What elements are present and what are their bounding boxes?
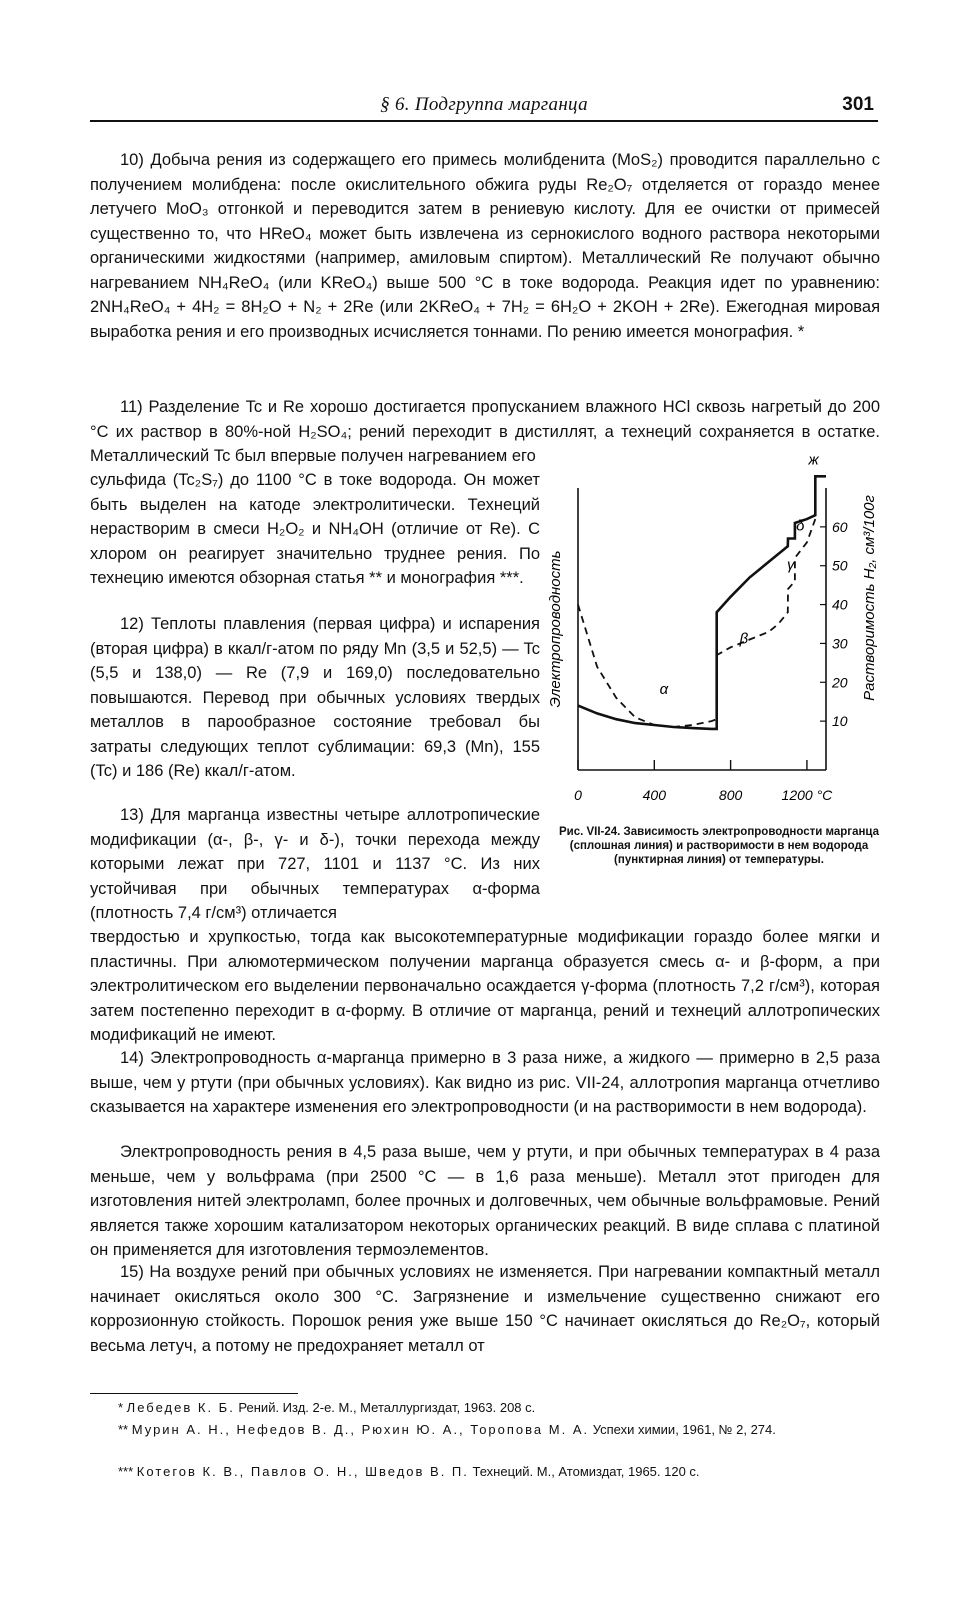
- y-right-tick-label: 60: [832, 518, 848, 535]
- note-13-side: 13) Для марганца известны четыре аллотропические модификации (α-, β-, γ- и δ-), точки перехода между которыми лежат при 727, 1101 и 1137 °C. Из них устойчивая при обычных температурах α-форма (плотность 7,4 г/см³) отличается: [90, 806, 540, 922]
- y-left-axis-title: Электропроводность: [547, 550, 564, 708]
- x-tick-label: 800: [718, 787, 743, 803]
- note-12: 12) Теплоты плавления (первая цифра) и испарения (вторая цифра) в ккал/г-атом по ряду Mn (3,5 и 52,5) — Tc (5,5 и 138,0) — Re (7,9 и 169,0) последовательно повышаются. Перевод при обычных условиях твердых металлов в парообразное состояние требовал бы затраты следующих теплот сублимации: 69,3 (Mn), 155 (Tc) и 186 (Re) ккал/г-атом.: [90, 615, 540, 780]
- footnote-1-text: Рений. Изд. 2-е. М., Металлургиздат, 1963. 208 с.: [234, 1400, 536, 1415]
- y-right-axis-title: Растворимость H₂, см³/100г: [861, 495, 878, 701]
- footnote-3-author: Котегов К. В., Павлов О. Н., Шведов В. П.: [136, 1464, 469, 1479]
- phase-label: α: [659, 680, 669, 698]
- footnote-1-author: Лебедев К. Б.: [126, 1400, 235, 1415]
- footnote-rule: [90, 1393, 298, 1394]
- y-right-tick-label: 50: [832, 557, 848, 574]
- phase-label: β: [739, 630, 749, 648]
- x-tick-label: 400: [642, 787, 666, 803]
- figure-vii-24: [534, 451, 890, 810]
- hydrogen-solubility-line: [578, 519, 815, 727]
- footnote-3-text: Технеций. М., Атомиздат, 1965. 120 с.: [468, 1464, 700, 1479]
- footnote-2-text: Успехи химии, 1961, № 2, 274.: [589, 1422, 776, 1437]
- running-header: [90, 94, 878, 122]
- page-number: 301: [842, 94, 874, 115]
- note-13-full: твердостью и хрупкостью, тогда как высокотемпературные модификации гораздо более мягки и пластичны. При алюмотермическом получении марганца образуется смесь α- и β-форм, а при электролитическом его выделении первоначально осаждается γ-форма (плотность 7,2 г/см³), которая затем постепенно переходит в α-форму. В отличие от марганца, рений и технеций аллотропических модификаций не имеют.: [90, 928, 880, 1044]
- x-tick-label: 1200 °C: [781, 787, 833, 803]
- y-right-tick-label: 40: [832, 596, 848, 613]
- note-15: 15) На воздухе рений при обычных условиях не изменяется. При нагревании компактный металл начинает окисляться около 300 °C. Загрязнение и измельчение существенно снижают его коррозионную стойкость. Порошок рения уже выше 150 °C начинает окисляться до Re₂O₇, который весьма летуч, а потому не предохраняет металл от: [90, 1263, 880, 1355]
- chart-svg: [534, 451, 890, 810]
- footnote-2-author: Мурин А. Н., Нефедов В. Д., Рюхин Ю. А., Торопова М. А.: [131, 1422, 590, 1437]
- phase-label: ж: [808, 451, 819, 469]
- note-11-side: сульфида (Tc₂S₇) до 1100 °C в токе водорода. Он может быть выделен на катоде электролитически. Технеций нерастворим в смеси H₂O₂ и NH₄OH (отличие от Re). С хлором он реагирует значительно труднее рения. По технецию имеются обзорная статья ** и монография ***.: [90, 471, 540, 587]
- note-10: 10) Добыча рения из содержащего его примесь молибденита (MoS₂) проводится параллельно с получением молибдена: после окислительного обжига руды Re₂O₇ отделяется от гораздо менее летучего MoO₃ отгонкой и переводится затем в рениевую кислоту. Для ее очистки от примесей существенно то, что HReO₄ может быть извлечена из сернокислого водного раствора некоторыми органическими жидкостями (например, амиловым спиртом). Металлический Re получают обычно нагреванием NH₄ReO₄ (или KReO₄) выше 500 °C в токе водорода. Реакция идет по уравнению: 2NH₄ReO₄ + 4H₂ = 8H₂O + N₂ + 2Re (или 2KReO₄ + 7H₂ = 6H₂O + 2KOH + 2Re). Ежегодная мировая выработка рения и его производных исчисляется тоннами. По рению имеется монография. *: [90, 151, 880, 341]
- conductivity-line: [578, 476, 826, 729]
- note-14-rhenium: Электропроводность рения в 4,5 раза выше, чем у ртути, и при обычных температурах в 4 раза меньше, чем у вольфрама (при 2500 °C — в 1,6 раза меньше). Металл этот пригоден для изготовления нитей электроламп, более прочных и долговечных, чем обычные вольфрамовые. Рений является также хорошим катализатором некоторых органических реакций. В виде сплава с платиной он применяется для изготовления термоэлементов.: [90, 1143, 880, 1259]
- footnote-2: ** Мурин А. Н., Нефедов В. Д., Рюхин Ю. А., Торопова М. А. Успехи химии, 1961, № 2, 274.: [118, 1422, 776, 1437]
- footnote-1: * Лебедев К. Б. Рений. Изд. 2-е. М., Металлургиздат, 1963. 208 с.: [118, 1400, 536, 1415]
- phase-label: δ: [796, 517, 805, 535]
- y-right-tick-label: 10: [832, 713, 848, 730]
- phase-label: γ: [786, 556, 795, 574]
- y-right-tick-label: 30: [832, 635, 848, 652]
- note-14: 14) Электропроводность α-марганца примерно в 3 раза ниже, а жидкого — примерно в 2,5 раза выше, чем у ртути (при обычных условиях). Как видно из рис. VII-24, аллотропия марганца отчетливо сказывается на характере изменения его электропроводности (и на растворимости в нем водорода).: [90, 1049, 880, 1116]
- y-right-tick-label: 20: [832, 674, 848, 691]
- footnote-3: *** Котегов К. В., Павлов О. Н., Шведов В. П. Технеций. М., Атомиздат, 1965. 120 с.: [118, 1464, 700, 1479]
- note-11-top: 11) Разделение Tc и Re хорошо достигается пропусканием влажного HCl сквозь нагретый до 200 °C их раствор в 80%-ной H₂SO₄; рений переходит в дистиллят, а технеций сохраняется в остатке. Металлический Tc был впервые получен нагреванием его: [90, 398, 880, 465]
- figure-caption: Рис. VII-24. Зависимость электропроводности марганца (сплошная линия) и растворимости в нем водорода (пунктирная линия) от температуры.: [558, 826, 880, 866]
- section-title: § 6. Подгруппа марганца: [380, 94, 588, 115]
- x-tick-label: 0: [574, 787, 582, 803]
